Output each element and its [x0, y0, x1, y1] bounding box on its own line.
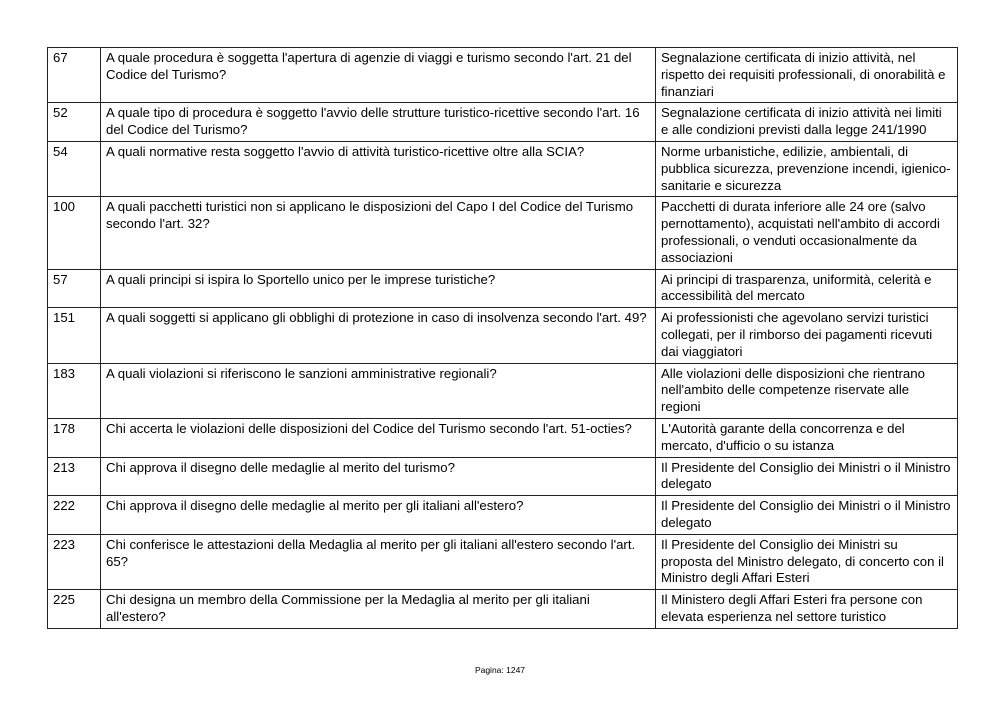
row-question: Chi approva il disegno delle medaglie al merito del turismo?	[101, 457, 656, 496]
table-row	[48, 141, 958, 196]
row-answer: Il Presidente del Consiglio dei Ministri o il Ministro delegato	[656, 457, 958, 496]
row-answer: Il Presidente del Consiglio dei Ministri su proposta del Ministro delegato, di concerto con il Ministro degli Affari Esteri	[656, 534, 958, 589]
table-row	[48, 308, 958, 363]
qa-table	[47, 47, 958, 629]
row-question: Chi designa un membro della Commissione per la Medaglia al merito per gli italiani all'estero?	[101, 590, 656, 629]
table-row	[48, 48, 958, 103]
row-question: A quali pacchetti turistici non si applicano le disposizioni del Capo I del Codice del Turismo secondo l'art. 32?	[101, 197, 656, 269]
row-question: Chi conferisce le attestazioni della Medaglia al merito per gli italiani all'estero secondo l'art. 65?	[101, 534, 656, 589]
row-answer: Alle violazioni delle disposizioni che rientrano nell'ambito delle competenze riservate alle regioni	[656, 363, 958, 418]
row-question: A quali soggetti si applicano gli obblighi di protezione in caso di insolvenza secondo l'art. 49?	[101, 308, 656, 363]
row-answer: L'Autorità garante della concorrenza e del mercato, d'ufficio o su istanza	[656, 418, 958, 457]
row-answer: Ai professionisti che agevolano servizi turistici collegati, per il rimborso dei pagamenti ricevuti dai viaggiatori	[656, 308, 958, 363]
row-number: 178	[48, 418, 101, 457]
row-number: 222	[48, 496, 101, 535]
row-number: 54	[48, 141, 101, 196]
row-number: 57	[48, 269, 101, 308]
row-number: 225	[48, 590, 101, 629]
row-answer: Norme urbanistiche, edilizie, ambientali, di pubblica sicurezza, prevenzione incendi, igienico-sanitarie e sicurezza	[656, 141, 958, 196]
row-question: A quali normative resta soggetto l'avvio di attività turistico-ricettive oltre alla SCIA?	[101, 141, 656, 196]
row-number: 151	[48, 308, 101, 363]
table-row	[48, 269, 958, 308]
row-answer: Pacchetti di durata inferiore alle 24 ore (salvo pernottamento), acquistati nell'ambito di accordi professionali, o venduti occasionalmente da associazioni	[656, 197, 958, 269]
row-number: 67	[48, 48, 101, 103]
row-answer: Segnalazione certificata di inizio attività nei limiti e alle condizioni previsti dalla legge 241/1990	[656, 103, 958, 142]
row-question: A quale tipo di procedura è soggetto l'avvio delle strutture turistico-ricettive secondo l'art. 16 del Codice del Turismo?	[101, 103, 656, 142]
table-row	[48, 418, 958, 457]
row-number: 223	[48, 534, 101, 589]
row-number: 100	[48, 197, 101, 269]
table-row	[48, 590, 958, 629]
table-row	[48, 197, 958, 269]
table-row	[48, 103, 958, 142]
row-question: Chi accerta le violazioni delle disposizioni del Codice del Turismo secondo l'art. 51-octies?	[101, 418, 656, 457]
row-question: A quali violazioni si riferiscono le sanzioni amministrative regionali?	[101, 363, 656, 418]
row-question: Chi approva il disegno delle medaglie al merito per gli italiani all'estero?	[101, 496, 656, 535]
row-answer: Il Ministero degli Affari Esteri fra persone con elevata esperienza nel settore turistico	[656, 590, 958, 629]
table-row	[48, 496, 958, 535]
row-number: 183	[48, 363, 101, 418]
page-number: Pagina: 1247	[474, 665, 526, 675]
table-row	[48, 457, 958, 496]
row-question: A quale procedura è soggetta l'apertura di agenzie di viaggi e turismo secondo l'art. 21 del Codice del Turismo?	[101, 48, 656, 103]
table-row	[48, 534, 958, 589]
row-answer: Ai principi di trasparenza, uniformità, celerità e accessibilità del mercato	[656, 269, 958, 308]
row-question: A quali principi si ispira lo Sportello unico per le imprese turistiche?	[101, 269, 656, 308]
row-number: 52	[48, 103, 101, 142]
row-answer: Il Presidente del Consiglio dei Ministri o il Ministro delegato	[656, 496, 958, 535]
row-answer: Segnalazione certificata di inizio attività, nel rispetto dei requisiti professionali, di onorabilità e finanziari	[656, 48, 958, 103]
table-row	[48, 363, 958, 418]
row-number: 213	[48, 457, 101, 496]
